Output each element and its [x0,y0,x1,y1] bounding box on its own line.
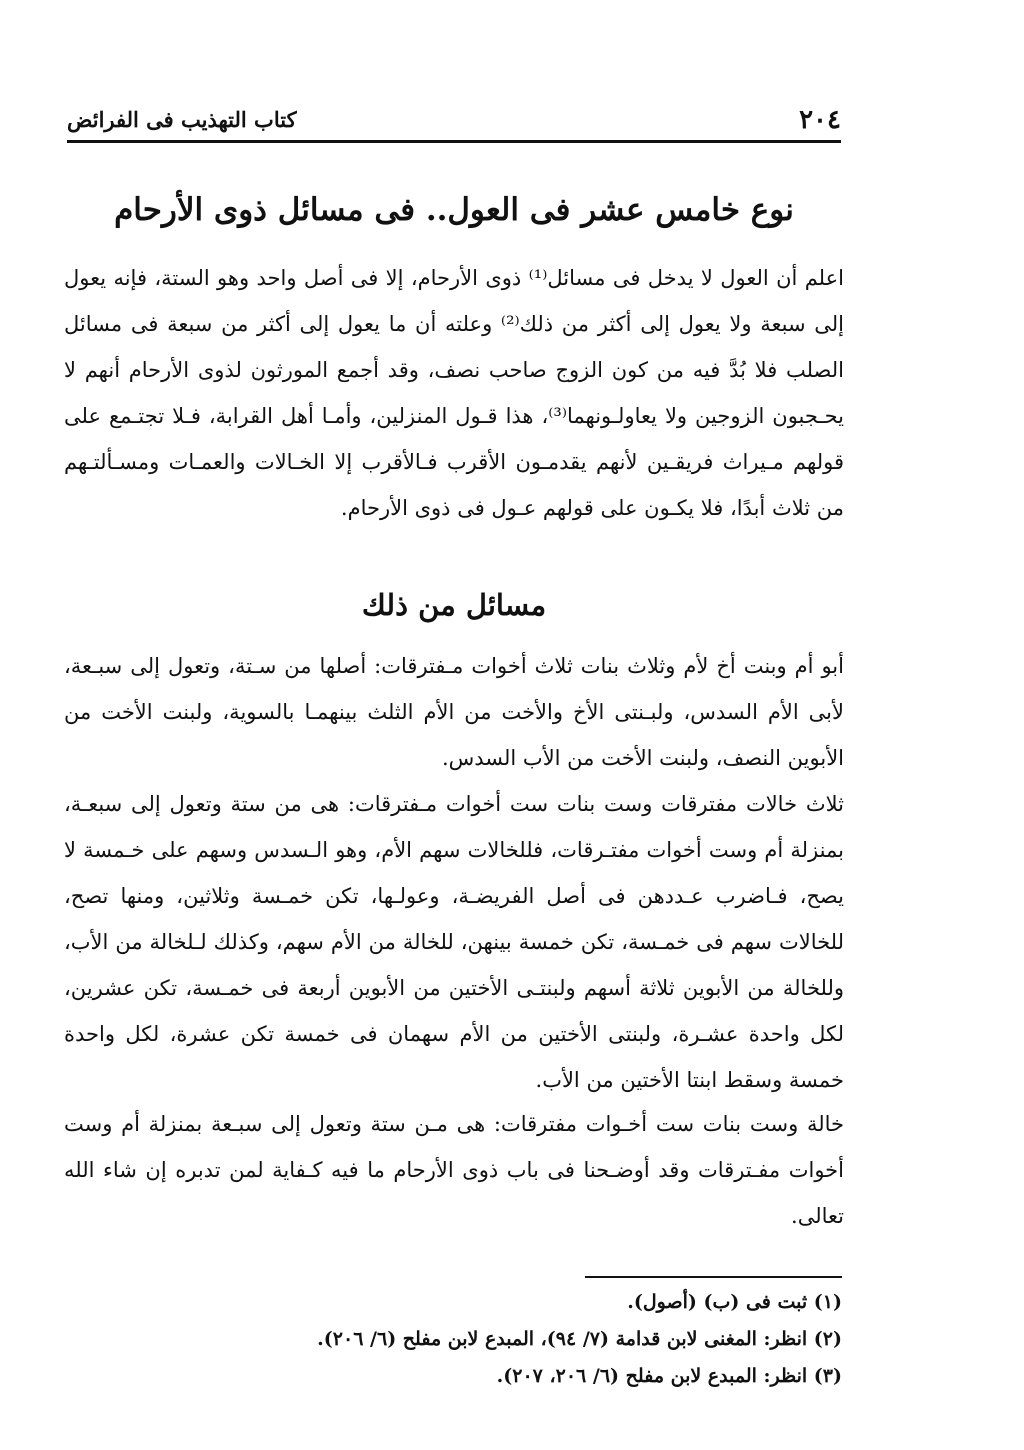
footnote-1: (١) ثبت فى (ب) (أصول). [627,1291,842,1313]
section-title: مسائل من ذلك [361,588,547,622]
example-paragraph-3: خالة وست بنات ست أخـوات مفترقات: هى مـن ستة وتعول إلى سبـعة بمنزلة أم وست أخوات مفـترقات وقد أوضـحنا فى باب ذوى الأرحام ما فيه كـفاية لمن تدبره إن شاء الله تعالى. [64,1112,844,1228]
example-paragraph-1: أبو أم وبنت أخ لأم وثلاث بنات ثلاث أخوات مـفترقات: أصلها من سـتة، وتعول إلى سبـعة، لأبى الأم السدس، ولبـنتى الأخ والأخت من الأم الثلث بينهمـا بالسوية، ولبنت الأخت من الأبوين النصف، ولبنت الأخت من الأب السدس. [64,654,844,770]
page-number: ٢٠٤ [799,105,841,135]
footnotes [250,1284,842,1395]
footnote-2: (٢) انظر: المغنى لابن قدامة (٧/ ٩٤)، المبدع لابن مفلح (٦/ ٢٠٦). [317,1328,842,1350]
intro-paragraph: اعلم أن العول لا يدخل فى مسائل⁽¹⁾ ذوى الأرحام، إلا فى أصل واحد وهو الستة، فإنه يعول إلى سبعة ولا يعول إلى أكثر من ذلك⁽²⁾ وعلته أن ما يعول إلى أكثر من سبعة فى مسائل الصلب فلا بُدَّ فيه من كون الزوج صاحب نصف، وقد أجمع المورثون لذوى الأرحام أنهم لا يحـجبون الزوجين ولا يعاولـونهما⁽³⁾، هذا قـول المنزلين، وأمـا أهل القرابة، فـلا تجتـمع على قولهم مـيراث فريقـين لأنهم يقدمـون الأقرب فـالأقرب إلا الخـالات والعمـات ومسـألتـهم من ثلاث أبدًا، فلا يكـون على قولهم عـول فى ذوى الأرحام. [64,266,844,520]
example-paragraph-2: ثلاث خالات مفترقات وست بنات ست أخوات مـفترقات: هى من ستة وتعول إلى سبعـة، بمنزلة أم وست أخوات مفتـرقات، فللخالات سهم الأم، وهو الـسدس وسهم على خـمسة لا يصح، فـاضرب عـددهن فى أصل الفريضـة، وعولـها، تكن خمـسة وثلاثين، ومنها تصح، للخالات سهم فى خمـسة، تكن خمسة بينهن، للخالة من الأم سهم، وكذلك لـلخالة من الأب، وللخالة من الأبوين ثلاثة أسهم ولبنتـى الأختين من الأبوين أربعة فى خمـسة، تكن عشرين، لكل واحدة عشـرة، ولبنتى الأختين من الأم سهمان فى خمسة تكن عشرة، لكل واحدة خمسة وسقط ابنتا الأختين من الأب. [64,792,844,1092]
footnote-3: (٣) انظر: المبدع لابن مفلح (٦/ ٢٠٦، ٢٠٧). [496,1365,842,1387]
running-title: كتاب التهذيب فى الفرائض [67,107,297,132]
chapter-title: نوع خامس عشر فى العول.. فى مسائل ذوى الأرحام [114,192,794,228]
footnote-separator [585,1276,842,1278]
running-head [67,104,841,143]
